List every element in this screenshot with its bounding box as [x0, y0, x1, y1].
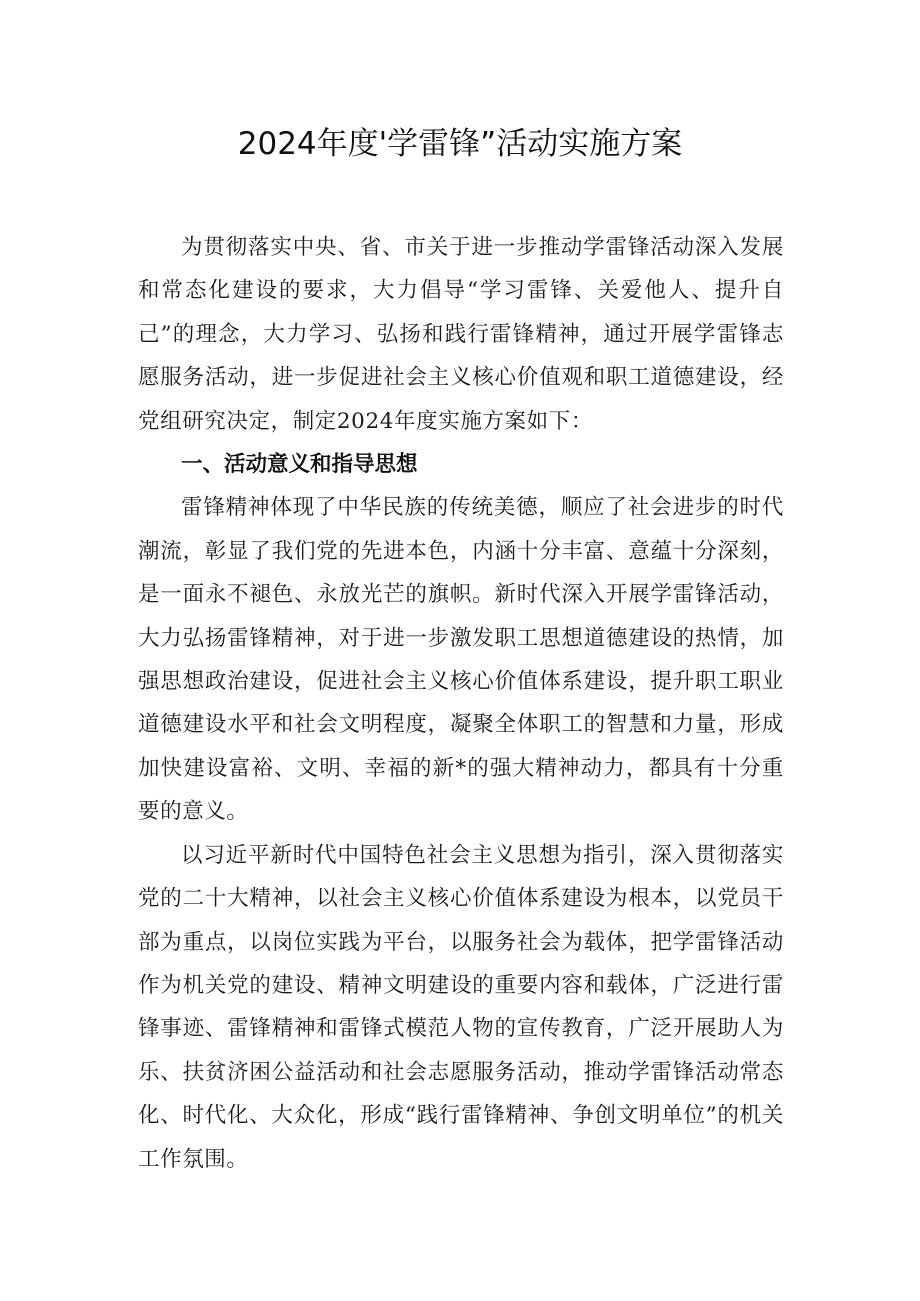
intro-paragraph: 为贯彻落实中央、省、市关于进一步推动学雷锋活动深入发展和常态化建设的要求，大力倡导“学习雷锋、关爱他人、提升自己”的理念，大力学习、弘扬和践行雷锋精神，通过开展学雷锋志愿服务活动，进一步促进社会主义核心价值观和职工道德建设，经党组研究决定，制定2024年度实施方案如下： — [138, 235, 784, 434]
section-paragraph: 雷锋精神体现了中华民族的传统美德，顺应了社会进步的时代潮流，彰显了我们党的先进本色，内涵十分丰富、意蕴十分深刻，是一面永不褪色、永放光芒的旗帜。新时代深入开展学雷锋活动，大力弘扬雷锋精神，对于进一步激发职工思想道德建设的热情，加强思想政治建设，促进社会主义核心价值体系建设，提升职工职业道德建设水平和社会文明程度，凝聚全体职工的智慧和力量，形成加快建设富裕、文明、幸福的新*的强大精神动力，都具有十分重要的意义。 — [138, 495, 784, 825]
section-heading: 一、活动意义和指导思想 — [181, 452, 418, 478]
document-body — [138, 226, 784, 1181]
section-paragraph: 以习近平新时代中国特色社会主义思想为指引，深入贯彻落实党的二十大精神，以社会主义核心价值体系建设为根本，以党员干部为重点，以岗位实践为平台，以服务社会为载体，把学雷锋活动作为机关党的建设、精神文明建设的重要内容和载体，广泛进行雷锋事迹、雷锋精神和雷锋式模范人物的宣传教育，广泛开展助人为乐、扶贫济困公益活动和社会志愿服务活动，推动学雷锋活动常态化、时代化、大众化，形成“践行雷锋精神、争创文明单位”的机关工作氛围。 — [138, 842, 784, 1172]
document-title: 2024年度'学雷锋”活动实施方案 — [237, 126, 683, 162]
